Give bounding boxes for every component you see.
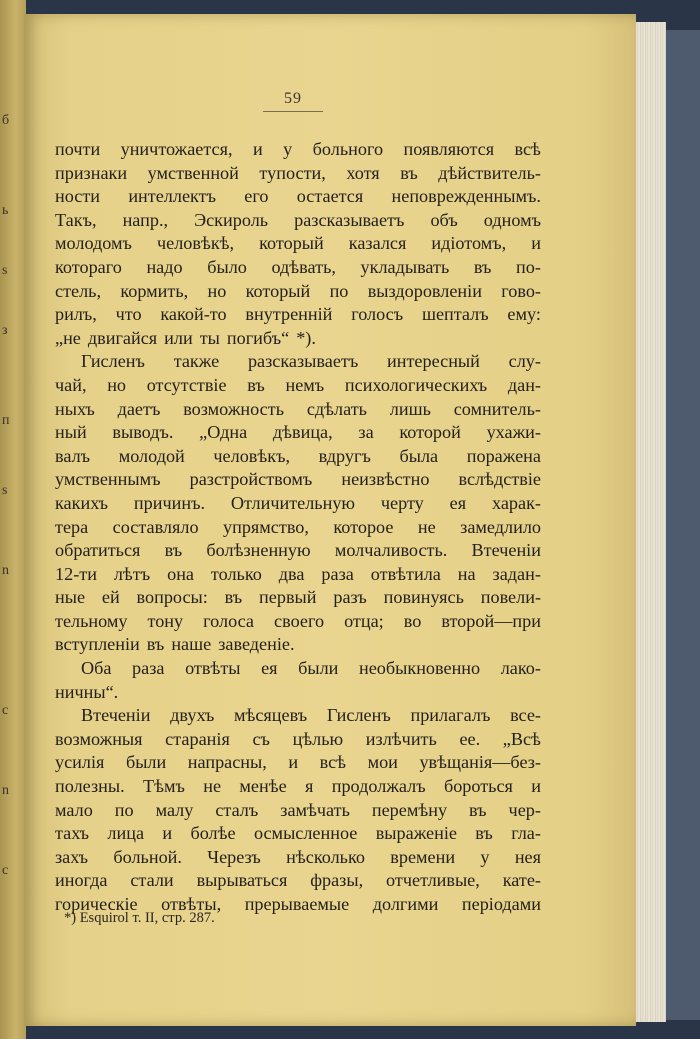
word: молодой: [118, 445, 185, 466]
text-line: [55, 256, 541, 280]
word: у: [283, 139, 293, 159]
text-line: [55, 398, 541, 422]
word: задан-: [492, 563, 541, 584]
word: неизвѣстно: [341, 469, 430, 490]
word: идіотомъ,: [431, 233, 507, 254]
word: и: [531, 776, 541, 797]
text-line: [55, 539, 541, 563]
word: Оба: [81, 658, 112, 679]
word: осмысленное: [253, 823, 358, 844]
word: неповрежденнымъ.: [391, 186, 541, 207]
word: періодами: [461, 894, 541, 914]
left-page-glyph: s: [2, 483, 8, 498]
text-line: [55, 374, 541, 398]
word: хотя: [346, 162, 380, 183]
word: тера: [55, 516, 89, 537]
word: и: [531, 233, 541, 254]
word: на: [457, 563, 476, 584]
word: объ: [430, 209, 458, 230]
word: иногда: [55, 870, 108, 891]
word: у: [480, 846, 490, 867]
word: лица: [107, 823, 145, 844]
word: лѣтъ: [113, 563, 151, 584]
word: болѣзненную: [206, 540, 311, 561]
word: не: [203, 776, 222, 797]
word: въ: [400, 162, 418, 183]
text-line: [55, 633, 541, 657]
word: которое: [333, 516, 394, 537]
word: долгими: [372, 894, 439, 914]
word: повинуясь: [383, 587, 464, 608]
text-line: [55, 350, 541, 374]
word: черту: [380, 492, 424, 513]
text-line: [55, 185, 541, 209]
text-line: [55, 751, 541, 775]
word: Эскироль: [194, 209, 269, 230]
word: отвѣты,: [161, 894, 222, 914]
word: упрямство,: [223, 516, 309, 537]
word: въ: [146, 634, 165, 655]
word: валъ: [55, 445, 91, 466]
word: которой: [399, 422, 461, 443]
word: первый: [259, 587, 317, 608]
word: захъ: [55, 846, 89, 867]
word: лишь: [389, 398, 431, 419]
word: внутренній: [245, 304, 333, 325]
word: Тѣмъ: [143, 776, 185, 797]
word: ный: [55, 422, 87, 443]
word: стали: [130, 870, 174, 891]
word: вслѣдствіе: [458, 469, 541, 490]
word: усилія: [55, 752, 105, 773]
word: полезны.: [55, 776, 125, 797]
word: голосъ: [351, 304, 404, 325]
word: умственной: [147, 162, 239, 183]
text-line: [55, 846, 541, 870]
text-line: [55, 516, 541, 540]
text-line: [55, 822, 541, 846]
word: кормить,: [120, 280, 189, 301]
word: наше: [171, 634, 212, 655]
word: ея: [261, 658, 278, 679]
word: все-: [510, 705, 541, 726]
word: интеллектъ: [128, 186, 216, 207]
word: *).: [296, 327, 316, 348]
word: шепталъ: [421, 304, 489, 325]
word: дан-: [507, 374, 541, 395]
word: двухъ: [170, 705, 215, 726]
left-page-glyph: с: [2, 703, 9, 718]
word: напрасны,: [187, 752, 267, 773]
word: или: [164, 327, 193, 348]
word: чай,: [55, 374, 87, 395]
word: вопросы:: [136, 587, 208, 608]
word: Черезъ: [207, 846, 261, 867]
body-text: [55, 138, 541, 917]
word: по: [114, 799, 134, 820]
text-line: [55, 327, 541, 351]
word: разъ: [333, 587, 367, 608]
word: вступленіи: [55, 634, 140, 655]
left-page-glyph: п: [2, 413, 10, 428]
word: составляло: [112, 516, 199, 537]
word: выраженіе: [375, 823, 457, 844]
text-line: [55, 232, 541, 256]
word: человѣкѣ,: [156, 233, 235, 254]
word: увѣщанія—без-: [419, 752, 541, 773]
word: по: [329, 280, 349, 301]
text-line: [55, 728, 541, 752]
word: вдругъ: [318, 445, 371, 466]
text-line: [55, 468, 541, 492]
word: интересный: [387, 351, 480, 372]
text-line: [55, 162, 541, 186]
word: больной.: [113, 846, 182, 867]
word: 12-ти: [55, 563, 97, 584]
word: выздоровленіи: [367, 280, 482, 301]
word: кате-: [502, 870, 541, 891]
word: ности: [55, 186, 101, 207]
word: было: [207, 256, 247, 277]
word: слу-: [508, 351, 541, 372]
word: второй—при: [441, 610, 541, 631]
left-page-glyph: n: [2, 563, 9, 578]
word: только: [210, 563, 262, 584]
word: раза: [321, 563, 354, 584]
left-page-glyph: ь: [2, 203, 9, 218]
page-number: 59: [268, 90, 318, 108]
word: ему:: [507, 304, 541, 325]
word: возможность: [183, 398, 284, 419]
word: въ: [247, 374, 265, 395]
word: нѣсколько: [286, 846, 365, 867]
word: отвѣтила: [370, 563, 441, 584]
word: тону: [147, 610, 184, 631]
word: надо: [146, 256, 183, 277]
text-line: [55, 799, 541, 823]
word: продолжалъ: [331, 776, 426, 797]
word: молодомъ: [55, 233, 132, 254]
word: рилъ,: [55, 304, 97, 325]
word: причинъ.: [133, 492, 206, 513]
word: и: [288, 752, 299, 773]
word: ты: [199, 327, 220, 348]
word: цѣлью: [292, 728, 344, 749]
word: излѣчить: [365, 728, 437, 749]
word: по-: [516, 256, 541, 277]
word: возможныя: [55, 728, 143, 749]
word: съ: [252, 728, 270, 749]
word: сдѣлать: [306, 398, 367, 419]
word: вырываться: [196, 870, 288, 891]
word: за: [358, 422, 374, 443]
word: нея: [514, 846, 541, 867]
word: Такъ,: [55, 209, 97, 230]
text-line: [55, 303, 541, 327]
text-line: [55, 775, 541, 799]
word: обратиться: [55, 540, 141, 561]
text-line: [55, 563, 541, 587]
word: въ: [224, 587, 243, 608]
word: остается: [296, 186, 364, 207]
word: ухажи-: [486, 422, 541, 443]
word: разсказываетъ: [294, 209, 405, 230]
word: были: [125, 752, 167, 773]
left-page-glyph: n: [2, 783, 9, 798]
text-line: [55, 138, 541, 162]
word: всѣ: [514, 139, 541, 159]
word: въ: [475, 823, 493, 844]
left-page-glyph: с: [2, 863, 9, 878]
word: дѣйствитель-: [438, 162, 541, 183]
word: погибъ“: [226, 327, 290, 348]
word: прерываемые: [244, 894, 350, 914]
word: который: [259, 233, 324, 254]
text-line: [55, 280, 541, 304]
word: также: [173, 351, 220, 372]
left-page-glyph: s: [2, 263, 8, 278]
word: не: [417, 516, 436, 537]
word: поражена: [466, 445, 541, 466]
word: старанія: [165, 728, 230, 749]
word: чер-: [508, 799, 541, 820]
word: заведеніе.: [218, 634, 295, 655]
word: одѣвать,: [271, 256, 336, 277]
text-line: [55, 610, 541, 634]
page-fore-edge: [636, 22, 666, 1022]
text-line: [55, 586, 541, 610]
word: появляются: [403, 139, 495, 159]
word: Гисленъ: [326, 705, 391, 726]
book-cover-edge: [666, 30, 700, 1020]
word: больного: [312, 139, 384, 159]
word: двигайся: [87, 327, 158, 348]
word: Втеченіи: [471, 540, 541, 561]
word: я: [305, 776, 314, 797]
word: ничны“.: [55, 681, 119, 702]
word: разстройствомъ: [189, 469, 313, 490]
word: „не: [55, 327, 81, 348]
word: уничтожается,: [120, 139, 233, 159]
word: но: [207, 280, 227, 301]
word: тахъ: [55, 823, 90, 844]
word: отца;: [344, 610, 384, 631]
word: она: [167, 563, 194, 584]
word: Отличительную: [230, 492, 356, 513]
footnote: *) Esquirol т. II, стр. 287.: [64, 910, 215, 926]
word: и: [252, 139, 263, 159]
text-line: [55, 869, 541, 893]
word: выводъ.: [112, 422, 174, 443]
word: болѣе: [190, 823, 236, 844]
word: психологическихъ: [344, 374, 488, 395]
word: немъ: [285, 374, 325, 395]
word: его: [244, 186, 269, 207]
word: одномъ: [483, 209, 541, 230]
word: напр.,: [122, 209, 169, 230]
word: прилагалъ: [410, 705, 491, 726]
word: отсутствіе: [146, 374, 227, 395]
word: который: [245, 280, 311, 301]
word: раза: [132, 658, 165, 679]
word: тупости,: [259, 162, 326, 183]
word: „Всѣ: [502, 728, 541, 749]
word: замѣчать: [280, 799, 350, 820]
text-line: [55, 704, 541, 728]
word: фразы,: [310, 870, 364, 891]
word: отчетливые,: [386, 870, 480, 891]
word: молчаливость.: [334, 540, 448, 561]
word: казался: [348, 233, 407, 254]
word: бороться: [443, 776, 513, 797]
word: стель,: [55, 280, 102, 301]
word: ныхъ: [55, 398, 95, 419]
word: Втеченіи: [81, 705, 151, 726]
word: мало: [55, 799, 93, 820]
word: котораго: [55, 256, 122, 277]
word: горическіе: [55, 894, 138, 914]
word: повели-: [480, 587, 541, 608]
word: ные: [55, 587, 86, 608]
word: человѣкъ,: [213, 445, 291, 466]
left-page-glyph: з: [2, 323, 8, 338]
word: почти: [55, 139, 101, 159]
word: дѣвица,: [272, 422, 333, 443]
word: менѣе: [239, 776, 287, 797]
word: замедлило: [460, 516, 541, 537]
word: два: [278, 563, 305, 584]
word: времени: [390, 846, 456, 867]
word: ей: [101, 587, 120, 608]
word: мои: [367, 752, 398, 773]
text-line: [55, 209, 541, 233]
word: были: [298, 658, 339, 679]
word: голоса: [203, 610, 255, 631]
word: „Одна: [199, 422, 248, 443]
word: гово-: [501, 280, 541, 301]
word: малу: [155, 799, 194, 820]
word: даетъ: [117, 398, 161, 419]
word: въ: [164, 540, 183, 561]
text-line: [55, 492, 541, 516]
word: разсказываетъ: [247, 351, 359, 372]
word: и: [162, 823, 173, 844]
word: перемѣну: [371, 799, 448, 820]
word: Гисленъ: [81, 351, 145, 372]
word: своего: [274, 610, 325, 631]
word: харак-: [491, 492, 541, 513]
word: укладывать: [360, 256, 450, 277]
word: лако-: [500, 658, 541, 679]
word: была: [399, 445, 439, 466]
text-line: [55, 681, 541, 705]
left-page-edge: [0, 0, 26, 1039]
word: ее.: [459, 728, 481, 749]
text-line: [55, 421, 541, 445]
word: мѣсяцевъ: [233, 705, 308, 726]
word: сталъ: [215, 799, 259, 820]
word: сомнитель-: [453, 398, 541, 419]
left-page-glyph: б: [2, 113, 10, 128]
word: тельному: [55, 610, 128, 631]
word: умственнымъ: [55, 469, 161, 490]
word: что: [115, 304, 142, 325]
word: гла-: [511, 823, 541, 844]
text-line: [55, 445, 541, 469]
text-line: [55, 657, 541, 681]
word: въ: [469, 799, 487, 820]
word: признаки: [55, 162, 128, 183]
word: какой-то: [160, 304, 227, 325]
word: отвѣты: [185, 658, 241, 679]
word: необыкновенно: [358, 658, 481, 679]
word: но: [107, 374, 127, 395]
word: въ: [473, 256, 492, 277]
word: во: [403, 610, 422, 631]
word: всѣ: [319, 752, 347, 773]
word: ея: [449, 492, 467, 513]
word: какихъ: [55, 492, 109, 513]
